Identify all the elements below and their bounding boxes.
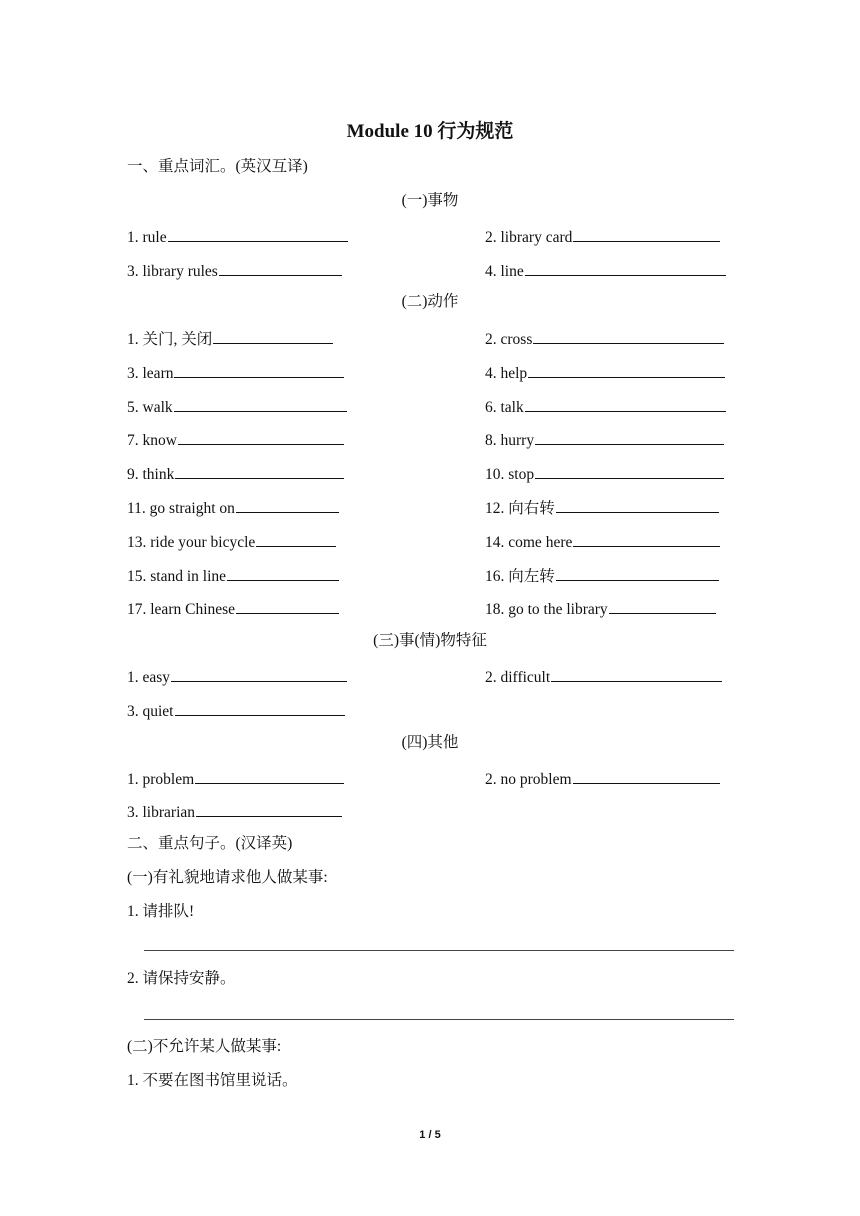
- vocab-item: [485, 530, 720, 553]
- sentence-prompt: 1. 请排队!: [127, 903, 195, 920]
- section-heading-actions: (二)动作: [401, 293, 459, 310]
- vocab-item: [127, 665, 347, 688]
- answer-blank[interactable]: [573, 767, 720, 784]
- vocab-label: 17. learn Chinese: [127, 601, 236, 618]
- vocab-item: [485, 428, 724, 451]
- vocab-label: 14. come here: [485, 534, 573, 551]
- vocab-label: 7. know: [127, 432, 177, 449]
- vocab-item: [127, 259, 342, 282]
- section-heading-things: (一)事物: [401, 192, 459, 209]
- vocab-item: [127, 327, 333, 350]
- vocab-item: [485, 767, 720, 790]
- vocab-item: [127, 462, 344, 485]
- answer-blank[interactable]: [175, 699, 345, 716]
- answer-blank[interactable]: [609, 597, 716, 614]
- vocab-item: [485, 665, 722, 688]
- part1-heading: 一、重点词汇。(英汉互译): [127, 158, 308, 175]
- vocab-item: [127, 597, 339, 620]
- subsection-heading-polite-requests: (一)有礼貌地请求他人做某事:: [127, 869, 328, 886]
- vocab-label: 15. stand in line: [127, 568, 227, 585]
- vocab-item: [485, 564, 719, 587]
- answer-blank[interactable]: [171, 665, 347, 682]
- answer-blank[interactable]: [213, 327, 333, 344]
- vocab-label: 3. librarian: [127, 804, 196, 821]
- vocab-label: 6. talk: [485, 399, 524, 416]
- answer-blank[interactable]: [227, 564, 339, 581]
- answer-blank[interactable]: [525, 395, 726, 412]
- answer-blank[interactable]: [219, 259, 342, 276]
- vocab-item: [127, 395, 347, 418]
- vocab-item: [485, 259, 726, 282]
- answer-blank[interactable]: [556, 564, 719, 581]
- vocab-label: 2. difficult: [485, 669, 551, 686]
- page-title: Module 10 行为规范: [346, 121, 514, 142]
- sentence-prompt: 1. 不要在图书馆里说话。: [127, 1072, 298, 1089]
- section-heading-others: (四)其他: [401, 734, 459, 751]
- vocab-label: 2. library card: [485, 229, 573, 246]
- sentence-prompt: 2. 请保持安静。: [127, 970, 236, 987]
- answer-blank[interactable]: [535, 428, 724, 445]
- vocab-item: [127, 800, 342, 823]
- answer-blank[interactable]: [535, 462, 724, 479]
- vocab-item: [127, 428, 344, 451]
- page-number: 1 / 5: [419, 1129, 441, 1141]
- vocab-item: [485, 496, 719, 519]
- vocab-label: 3. quiet: [127, 703, 174, 720]
- vocab-label: 2. no problem: [485, 771, 572, 788]
- vocab-item: [485, 597, 716, 620]
- answer-blank[interactable]: [525, 259, 726, 276]
- vocab-label: 1. easy: [127, 669, 171, 686]
- vocab-label: 4. help: [485, 365, 528, 382]
- answer-blank[interactable]: [168, 225, 348, 242]
- answer-blank[interactable]: [573, 225, 720, 242]
- vocab-label: 12. 向右转: [485, 500, 555, 517]
- vocab-item: [127, 699, 345, 722]
- vocab-label: 3. learn: [127, 365, 174, 382]
- answer-blank[interactable]: [195, 767, 344, 784]
- answer-blank[interactable]: [178, 428, 344, 445]
- vocab-label: 1. 关门, 关闭: [127, 331, 213, 348]
- answer-blank[interactable]: [533, 327, 724, 344]
- vocab-label: 1. problem: [127, 771, 195, 788]
- vocab-label: 3. library rules: [127, 263, 218, 280]
- vocab-label: 13. ride your bicycle: [127, 534, 256, 551]
- vocab-item: [127, 225, 348, 248]
- answer-blank[interactable]: [556, 496, 719, 513]
- vocab-label: 1. rule: [127, 229, 167, 246]
- answer-blank[interactable]: [573, 530, 720, 547]
- vocab-label: 2. cross: [485, 331, 533, 348]
- vocab-item: [485, 395, 726, 418]
- vocab-label: 18. go to the library: [485, 601, 608, 618]
- vocab-item: [485, 225, 720, 248]
- vocab-label: 11. go straight on: [127, 500, 235, 517]
- vocab-item: [485, 361, 725, 384]
- answer-blank[interactable]: [174, 395, 347, 412]
- vocab-item: [127, 767, 344, 790]
- vocab-item: [127, 361, 344, 384]
- vocab-item: [127, 564, 339, 587]
- vocab-label: 16. 向左转: [485, 568, 555, 585]
- answer-blank[interactable]: [174, 361, 344, 378]
- answer-blank[interactable]: [175, 462, 344, 479]
- answer-blank[interactable]: [256, 530, 336, 547]
- vocab-label: 4. line: [485, 263, 524, 280]
- answer-line[interactable]: [144, 1019, 734, 1020]
- answer-blank[interactable]: [236, 496, 339, 513]
- vocab-item: [485, 462, 724, 485]
- answer-blank[interactable]: [551, 665, 722, 682]
- answer-blank[interactable]: [236, 597, 339, 614]
- answer-blank[interactable]: [528, 361, 725, 378]
- vocab-item: [127, 496, 339, 519]
- vocab-label: 10. stop: [485, 466, 535, 483]
- answer-line[interactable]: [144, 950, 734, 951]
- vocab-label: 8. hurry: [485, 432, 535, 449]
- vocab-label: 9. think: [127, 466, 175, 483]
- answer-blank[interactable]: [196, 800, 342, 817]
- vocab-item: [485, 327, 724, 350]
- vocab-label: 5. walk: [127, 399, 173, 416]
- vocab-item: [127, 530, 336, 553]
- subsection-heading-prohibitions: (二)不允许某人做某事:: [127, 1038, 282, 1055]
- part2-heading: 二、重点句子。(汉译英): [127, 835, 293, 852]
- section-heading-features: (三)事(情)物特征: [373, 632, 487, 649]
